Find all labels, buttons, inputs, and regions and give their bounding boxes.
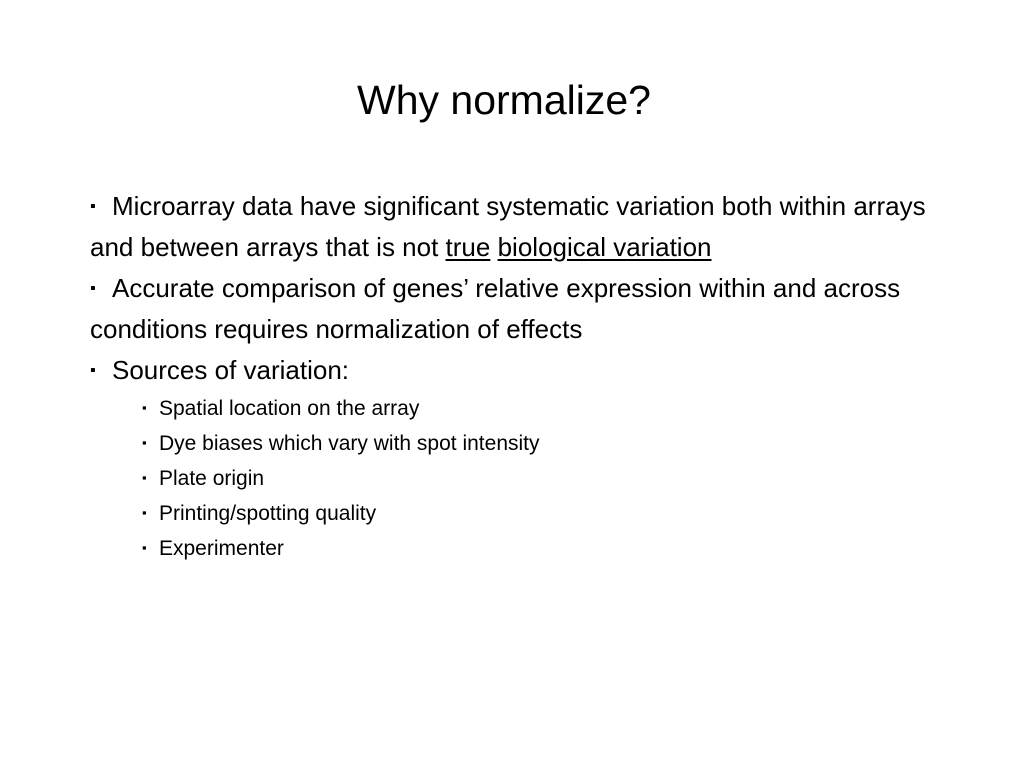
list-item-text: Plate origin <box>159 467 265 490</box>
list-item <box>142 391 930 426</box>
square-bullet-icon: ▪ <box>142 400 147 415</box>
list-item <box>142 531 930 566</box>
square-bullet-icon: ▪ <box>90 280 96 297</box>
list-item <box>142 426 930 461</box>
square-bullet-icon: ▪ <box>90 362 96 379</box>
square-bullet-icon: ▪ <box>142 505 147 520</box>
underlined-true: true <box>445 232 491 262</box>
square-bullet-icon: ▪ <box>90 198 96 215</box>
list-item <box>142 461 930 496</box>
slide-body <box>90 186 930 566</box>
list-item-text: Spatial location on the array <box>159 397 420 420</box>
square-bullet-icon: ▪ <box>142 435 147 450</box>
list-item-text: Dye biases which vary with spot intensity <box>159 432 540 455</box>
slide-title: Why normalize? <box>357 77 651 123</box>
point-1-space <box>490 232 497 262</box>
square-bullet-icon: ▪ <box>142 540 147 555</box>
point-2-text: Accurate comparison of genes’ relative expression within and across conditions requires normalization of effects <box>90 273 901 344</box>
point-1-text: Microarray data have significant systematic variation both within arrays and between arrays that is not <box>90 191 926 262</box>
bullet-point-3 <box>90 350 930 391</box>
underlined-biological-variation: biological variation <box>497 232 712 262</box>
bullet-point-2 <box>90 268 930 350</box>
bullet-point-1 <box>90 186 930 268</box>
square-bullet-icon: ▪ <box>142 470 147 485</box>
sources-of-variation-list <box>142 391 930 566</box>
list-item-text: Printing/spotting quality <box>159 502 377 525</box>
list-item-text: Experimenter <box>159 537 284 560</box>
list-item <box>142 496 930 531</box>
point-3-text: Sources of variation: <box>112 355 350 385</box>
